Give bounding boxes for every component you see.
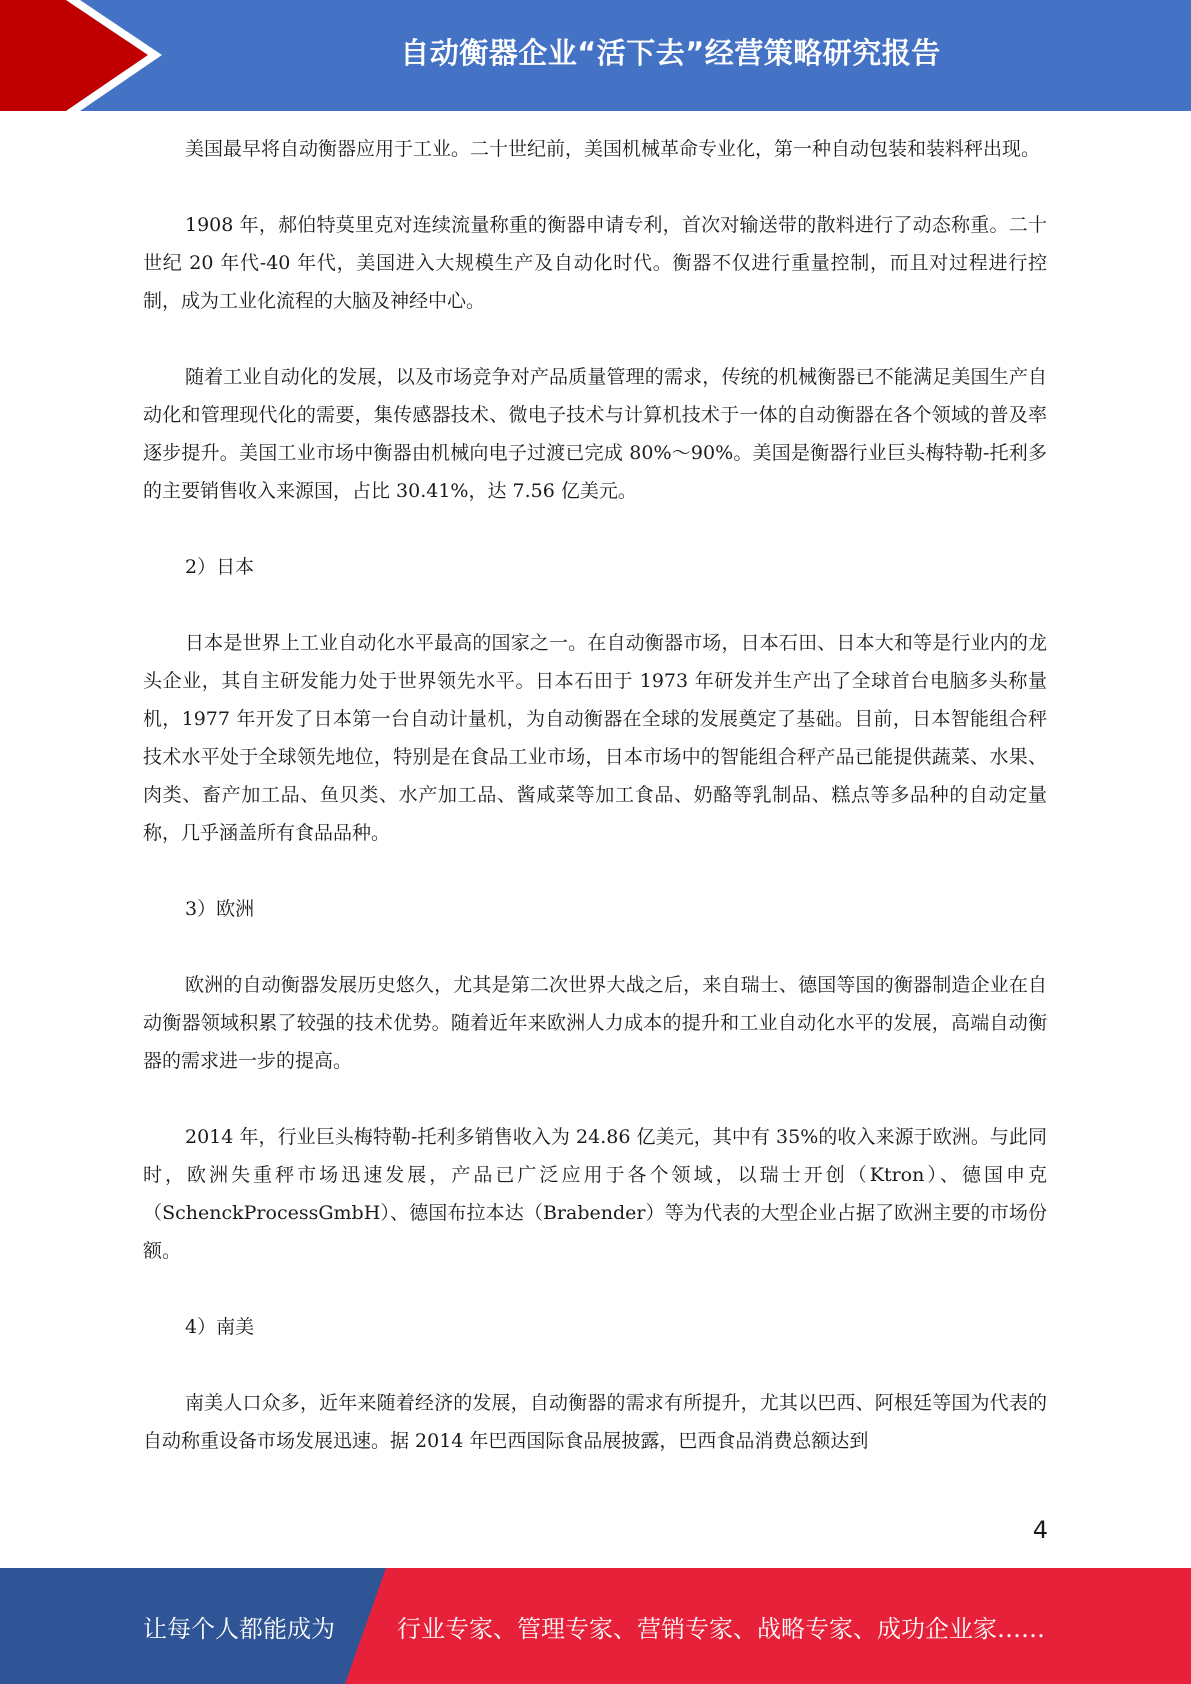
- section-heading-south-america: 4）南美: [185, 1316, 255, 1338]
- page-footer: [0, 1568, 1191, 1684]
- paragraph-europe-history: 欧洲的自动衡器发展历史悠久，尤其是第二次世界大战之后，来自瑞士、德国等国的衡器制造企业在自动衡器领域积累了较强的技术优势。随着近年来欧洲人力成本的提升和工业自动化水平的发展，高端自动衡器的需求进一步的提高。: [143, 974, 1047, 1072]
- page-header: [0, 0, 1191, 111]
- paragraph-japan: 日本是世界上工业自动化水平最高的国家之一。在自动衡器市场，日本石田、日本大和等是行业内的龙头企业，其自主研发能力处于世界领先水平。日本石田于 1973 年研发并生产出了全球首台电脑多头称量机，1977 年开发了日本第一台自动计量机，为自动衡器在全球的发展奠定了基础。目前，日本智能组合秤技术水平处于全球领先地位，特别是在食品工业市场，日本市场中的智能组合秤产品已能提供蔬菜、水果、肉类、畜产加工品、鱼贝类、水产加工品、酱咸菜等加工食品、奶酪等乳制品、糕点等多品种的自动定量称，几乎涵盖所有食品品种。: [143, 632, 1047, 844]
- report-title: 自动衡器企业“活下去”经营策略研究报告: [400, 35, 941, 70]
- paragraph-usa-market: 随着工业自动化的发展，以及市场竞争对产品质量管理的需求，传统的机械衡器已不能满足美国生产自动化和管理现代化的需要，集传感器技术、微电子技术与计算机技术于一体的自动衡器在各个领域的普及率逐步提升。美国工业市场中衡器由机械向电子过渡已完成 80%～90%。美国是衡器行业巨头梅特勒-托利多的主要销售收入来源国，占比 30.41%，达 7.56 亿美元。: [143, 366, 1047, 502]
- footer-slogan-right: 行业专家、管理专家、营销专家、战略专家、成功企业家……: [397, 1614, 1045, 1643]
- paragraph-usa-history: 1908 年，郝伯特莫里克对连续流量称重的衡器申请专利，首次对输送带的散料进行了动态称重。二十世纪 20 年代-40 年代，美国进入大规模生产及自动化时代。衡器不仅进行重量控制，而且对过程进行控制，成为工业化流程的大脑及神经中心。: [143, 214, 1047, 312]
- footer-slogan-left: 让每个人都能成为: [143, 1614, 335, 1643]
- paragraph-usa-intro: 美国最早将自动衡器应用于工业。二十世纪前，美国机械革命专业化，第一种自动包装和装料秤出现。: [185, 138, 1041, 160]
- section-heading-europe: 3）欧洲: [185, 898, 255, 920]
- document-body: [143, 130, 1047, 1460]
- paragraph-south-america: 南美人口众多，近年来随着经济的发展，自动衡器的需求有所提升，尤其以巴西、阿根廷等国为代表的自动称重设备市场发展迅速。据 2014 年巴西国际食品展披露，巴西食品消费总额达到: [143, 1392, 1047, 1452]
- page-number: 4: [1032, 1516, 1048, 1544]
- paragraph-europe-market: 2014 年，行业巨头梅特勒-托利多销售收入为 24.86 亿美元，其中有 35%的收入来源于欧洲。与此同时，欧洲失重秤市场迅速发展，产品已广泛应用于各个领域，以瑞士开创（Ktron）、德国申克（SchenckProcessGmbH）、德国布拉本达（Brabender）等为代表的大型企业占据了欧洲主要的市场份额。: [143, 1126, 1047, 1262]
- section-heading-japan: 2）日本: [185, 556, 255, 578]
